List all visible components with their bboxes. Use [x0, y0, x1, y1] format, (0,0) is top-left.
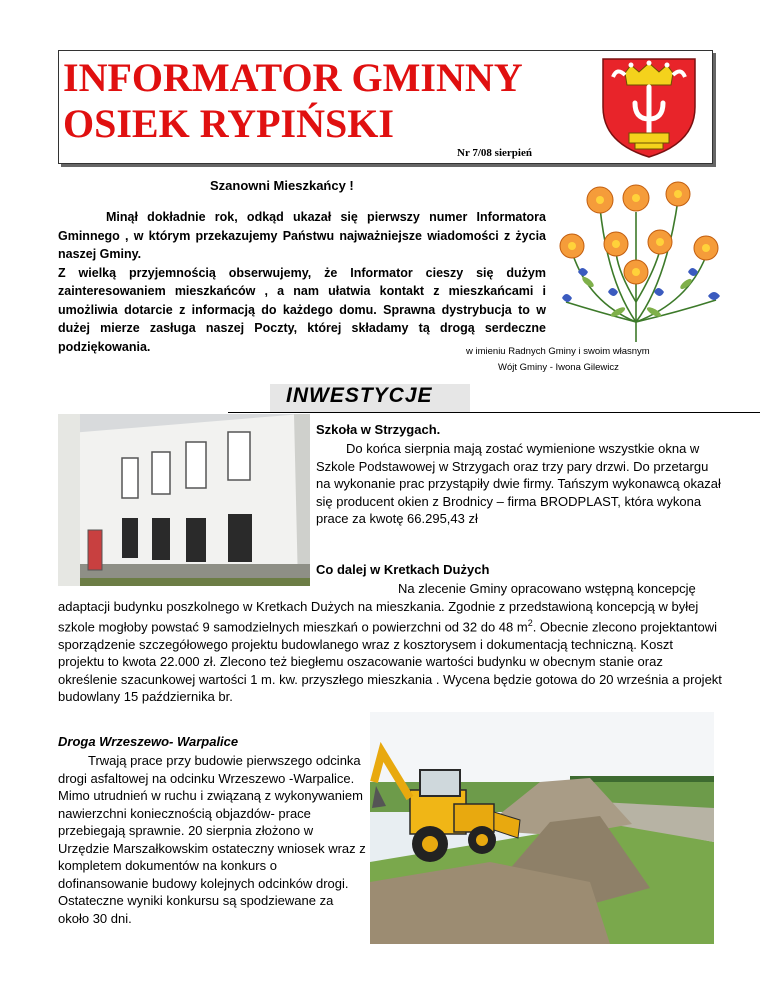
section-title: INWESTYCJE [286, 384, 433, 407]
school-article-title: Szkoła w Strzygach. [316, 422, 441, 437]
folk-flowers-icon [548, 172, 730, 344]
road-article-body [58, 752, 366, 927]
kretki-text-b: . Obecnie zlecono projektantowi sporządzenie szczegółowego projektu budowlanego wraz z kosztorysem i dokumentacją techniczną. Koszt projektu to kwota 22.000 zł. Zlecono też biegłemu oszacowanie wartości budynku w obecnym stanie oraz określenie szacunkowej wartości 1 m. kw. przyszłego mieszkania . Wycena będzie gotowa do 20 września a projekt budowlany 15 października br. [58, 619, 722, 705]
road-article-text: Trwają prace przy budowie pierwszego odcinka drogi asfaltowej na odcinku Wrzeszewo -Warpalice. Mimo utrudnień w ruchu i związaną z wykonywaniem nawierzchni koniecznością objazdów- prace przebiegają sprawnie. 20 sierpnia złożono w Urzędzie Marszałkowskim ostateczny wniosek wraz z kompletem dokumentów na konkurs o dofinansowanie budowy kolejnych odcinków drogi. Ostateczne wyniki konkursu są spodziewane za około 30 dni. [58, 753, 366, 926]
kretki-article-body [58, 580, 722, 706]
masthead [58, 50, 713, 164]
newsletter-title [63, 55, 523, 147]
intro-paragraph-2: Z wielką przyjemnością obserwujemy, że Informator cieszy się dużym zainteresowaniem mieszkańców , a nam ułatwia kontakt z mieszkańcami i umożliwia dotarcie z informacją do każdego domu. Sprawna dystrybucja to w dużej mierze zasługa naszej Poczty, której składamy tą drogą serdeczne podziękowania. [58, 265, 546, 354]
road-construction-photo [370, 712, 714, 944]
kretki-text-a: Na zlecenie Gminy opracowano wstępną koncepcję adaptacji budynku poszkolnego w Kretkach Dużych na mieszkania. Zgodnie z przedstawioną koncepcją w byłej szkole mogłoby powstać 9 samodzielnych mieszkań o powierzchni od 32 do 48 m [58, 581, 699, 635]
signature-line-1: w imieniu Radnych Gminy i swoim własnym [466, 346, 650, 357]
greeting: Szanowni Mieszkańcy ! [210, 178, 354, 193]
municipal-crest-icon [595, 55, 703, 159]
school-article-text: Do końca sierpnia mają zostać wymienione wszystkie okna w Szkole Podstawowej w Strzygach oraz trzy pary drzwi. Do przetargu na wykonanie prac przystąpiły dwie firmy. Tańszym wykonawcą okazał się producent okien z Brodnicy – firma BRODPLAST, która wykona prace za kwotę 66.295,43 zł [316, 441, 721, 526]
kretki-article-title: Co dalej w Kretkach Dużych [316, 562, 490, 577]
title-line-1: INFORMATOR GMINNY [63, 55, 523, 100]
signature-line-2: Wójt Gminy - Iwona Gilewicz [498, 362, 619, 373]
kretki-article-text [58, 580, 722, 706]
issue-number: Nr 7/08 sierpień [457, 147, 532, 159]
superscript-2: 2 [527, 618, 533, 628]
school-building-photo [58, 414, 310, 586]
intro-text [58, 208, 546, 356]
title-line-2: OSIEK RYPIŃSKI [63, 101, 394, 146]
intro-paragraph-1: Minął dokładnie rok, odkąd ukazał się pierwszy numer Informatora Gminnego , w którym przekazujemy Państwu najważniejsze wiadomości z życia naszej Gminy. [58, 210, 546, 261]
school-article-body [316, 440, 722, 528]
road-article-title: Droga Wrzeszewo- Warpalice [58, 734, 239, 749]
